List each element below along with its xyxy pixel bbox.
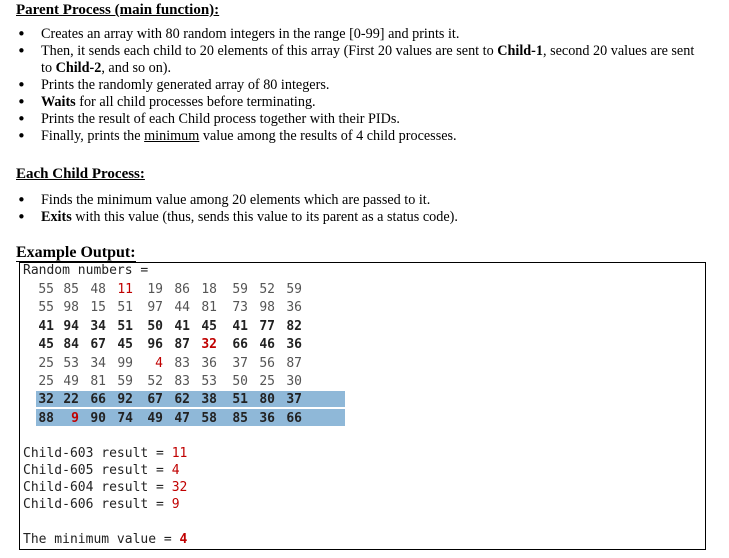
parent-bullet-3: • Prints the randomly generated array of 80 integers. [0, 77, 697, 94]
number-cell: 88 [38, 411, 54, 426]
number-cell: 47 [174, 411, 190, 426]
number-cell: 30 [286, 374, 302, 389]
number-cell: 96 [147, 337, 163, 352]
number-cell: 41 [174, 319, 190, 334]
number-cell: 77 [259, 319, 275, 334]
number-cell: 98 [63, 300, 79, 315]
random-numbers-header: Random numbers = [23, 263, 149, 278]
number-cell: 22 [63, 392, 79, 407]
number-cell: 83 [174, 356, 190, 371]
number-cell: 66 [90, 392, 106, 407]
number-cell: 4 [155, 356, 163, 371]
parent-bullet-6: • Finally, prints the minimum value among the results of 4 child processes. [0, 128, 697, 145]
number-cell: 66 [232, 337, 248, 352]
number-cell: 67 [147, 392, 163, 407]
number-cell: 15 [90, 300, 106, 315]
number-cell: 25 [38, 356, 54, 371]
number-cell: 82 [286, 319, 302, 334]
number-cell: 44 [174, 300, 190, 315]
number-cell: 36 [201, 356, 217, 371]
number-cell: 81 [90, 374, 106, 389]
number-cell: 94 [63, 319, 79, 334]
number-cell: 36 [286, 337, 302, 352]
number-cell: 25 [38, 374, 54, 389]
number-cell: 87 [286, 356, 302, 371]
child-bullet-2: • Exits with this value (thus, sends this value to its parent as a status code). [0, 209, 697, 226]
number-cell: 59 [286, 282, 302, 297]
number-cell: 50 [232, 374, 248, 389]
number-cell: 67 [90, 337, 106, 352]
number-cell: 53 [63, 356, 79, 371]
number-cell: 85 [63, 282, 79, 297]
number-cell: 36 [259, 411, 275, 426]
number-cell: 73 [232, 300, 248, 315]
number-cell: 36 [286, 300, 302, 315]
number-cell: 34 [90, 319, 106, 334]
result-line-2: Child-605 result = 4 [23, 463, 180, 478]
number-cell: 45 [117, 337, 133, 352]
number-cell: 51 [117, 300, 133, 315]
number-cell: 66 [286, 411, 302, 426]
example-output-title: Example Output: [16, 244, 136, 261]
number-cell: 18 [201, 282, 217, 297]
parent-bullet-5: • Prints the result of each Child process together with their PIDs. [0, 111, 697, 128]
number-cell: 80 [259, 392, 275, 407]
number-cell: 37 [232, 356, 248, 371]
number-cell: 62 [174, 392, 190, 407]
number-cell: 81 [201, 300, 217, 315]
number-cell: 83 [174, 374, 190, 389]
number-cell: 51 [117, 319, 133, 334]
number-cell: 9 [71, 411, 79, 426]
number-cell: 32 [38, 392, 54, 407]
number-cell: 52 [147, 374, 163, 389]
child-heading: Each Child Process: [16, 166, 145, 182]
number-cell: 86 [174, 282, 190, 297]
parent-bullet-4: • Waits for all child processes before terminating. [0, 94, 697, 111]
number-cell: 98 [259, 300, 275, 315]
number-cell: 55 [38, 300, 54, 315]
parent-bullet-list [0, 26, 697, 145]
number-cell: 55 [38, 282, 54, 297]
number-cell: 90 [90, 411, 106, 426]
number-cell: 85 [232, 411, 248, 426]
number-cell: 25 [259, 374, 275, 389]
number-cell: 87 [174, 337, 190, 352]
number-cell: 45 [201, 319, 217, 334]
number-cell: 49 [147, 411, 163, 426]
number-cell: 59 [232, 282, 248, 297]
result-line-1: Child-603 result = 11 [23, 446, 188, 461]
number-cell: 49 [63, 374, 79, 389]
number-cell: 59 [117, 374, 133, 389]
result-line-4: Child-606 result = 9 [23, 497, 180, 512]
number-cell: 46 [259, 337, 275, 352]
number-cell: 11 [117, 282, 133, 297]
number-cell: 19 [147, 282, 163, 297]
number-cell: 97 [147, 300, 163, 315]
number-cell: 38 [201, 392, 217, 407]
parent-heading: Parent Process (main function): [16, 2, 220, 18]
number-cell: 32 [201, 337, 217, 352]
number-cell: 84 [63, 337, 79, 352]
console-output-box [19, 262, 706, 550]
number-cell: 48 [90, 282, 106, 297]
number-cell: 37 [286, 392, 302, 407]
number-cell: 41 [232, 319, 248, 334]
parent-bullet-2: • Then, it sends each child to 20 elements of this array (First 20 values are sent to Child-1, second 20 values are sent to Child-2, and so on). [0, 43, 697, 77]
number-cell: 41 [38, 319, 54, 334]
number-cell: 45 [38, 337, 54, 352]
result-line-3: Child-604 result = 32 [23, 480, 188, 495]
final-minimum-line: The minimum value = 4 [23, 532, 188, 547]
number-cell: 56 [259, 356, 275, 371]
number-cell: 52 [259, 282, 275, 297]
number-cell: 50 [147, 319, 163, 334]
number-cell: 53 [201, 374, 217, 389]
number-cell: 99 [117, 356, 133, 371]
parent-bullet-1: • Creates an array with 80 random integers in the range [0-99] and prints it. [0, 26, 697, 43]
child-bullet-list [0, 192, 697, 226]
number-cell: 92 [117, 392, 133, 407]
number-cell: 58 [201, 411, 217, 426]
number-cell: 74 [117, 411, 133, 426]
child-bullet-1: • Finds the minimum value among 20 elements which are passed to it. [0, 192, 697, 209]
number-cell: 51 [232, 392, 248, 407]
number-cell: 34 [90, 356, 106, 371]
